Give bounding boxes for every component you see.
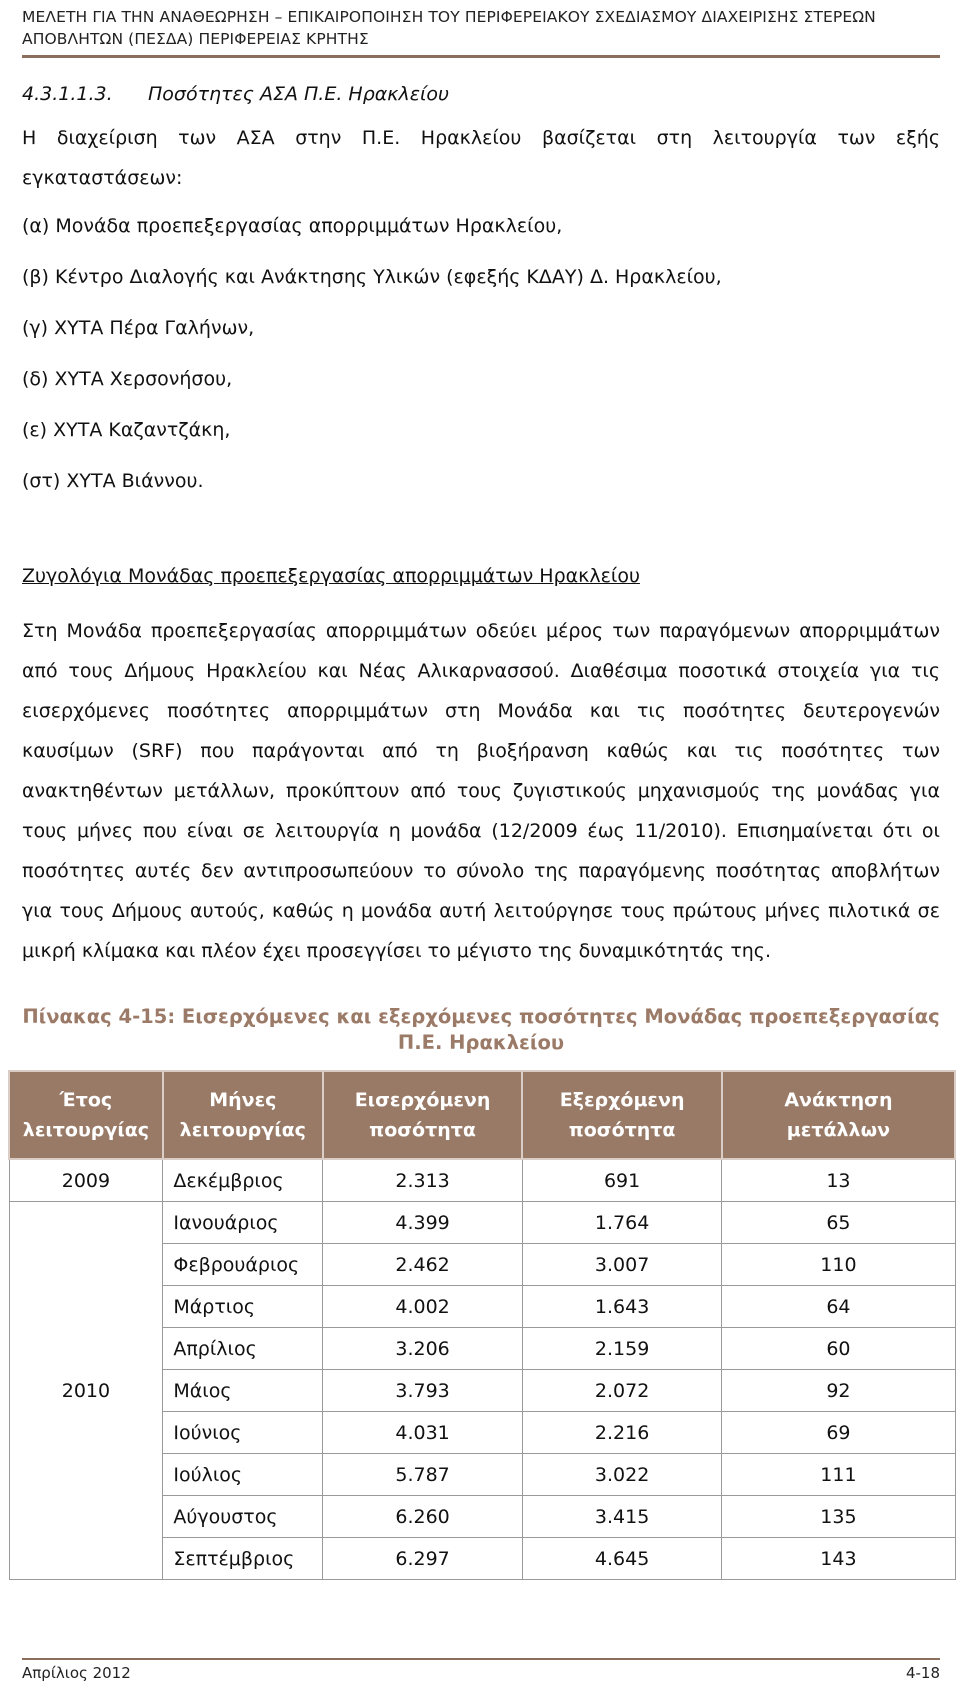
table-caption [22, 1004, 940, 1056]
facility-item: (β) Κέντρο Διαλογής και Ανάκτησης Υλικών (εφεξής ΚΔΑΥ) Δ. Ηρακλείου, [22, 266, 722, 288]
outgoing-cell: 2.159 [522, 1328, 722, 1370]
section-heading [22, 83, 449, 105]
month-cell: Φεβρουάριος [163, 1244, 323, 1286]
incoming-cell: 4.002 [323, 1286, 523, 1328]
facility-item: (δ) ΧΥΤΑ Χερσονήσου, [22, 368, 233, 390]
year-cell: 2009 [9, 1159, 163, 1202]
header-cell: Μήνες λειτουργίας [163, 1071, 323, 1159]
outgoing-cell: 3.415 [522, 1496, 722, 1538]
incoming-cell: 5.787 [323, 1454, 523, 1496]
header-cell: Έτος λειτουργίας [9, 1071, 163, 1159]
header-cell: Ανάκτηση μετάλλων [722, 1071, 955, 1159]
metals-cell: 64 [722, 1286, 955, 1328]
month-cell: Απρίλιος [163, 1328, 323, 1370]
table-header-row [9, 1071, 955, 1159]
metals-cell: 92 [722, 1370, 955, 1412]
intro-paragraph: Η διαχείριση των ΑΣΑ στην Π.Ε. Ηρακλείου βασίζεται στη λειτουργία των εξής εγκαταστάσεων: [22, 127, 940, 189]
incoming-cell: 3.793 [323, 1370, 523, 1412]
document-header [22, 6, 942, 50]
header-rule [22, 55, 940, 58]
header-cell: Εισερχόμενη ποσότητα [323, 1071, 523, 1159]
outgoing-cell: 3.022 [522, 1454, 722, 1496]
outgoing-cell: 3.007 [522, 1244, 722, 1286]
month-cell: Αύγουστος [163, 1496, 323, 1538]
metals-cell: 111 [722, 1454, 955, 1496]
table-row [9, 1159, 955, 1202]
outgoing-cell: 691 [522, 1159, 722, 1202]
metals-cell: 65 [722, 1202, 955, 1244]
month-cell: Ιούνιος [163, 1412, 323, 1454]
table-caption-line-1: Πίνακας 4-15: Εισερχόμενες και εξερχόμενες ποσότητες Μονάδας προεπεξεργασίας [22, 1005, 940, 1028]
metals-cell: 143 [722, 1538, 955, 1580]
quantities-table [8, 1070, 956, 1580]
outgoing-cell: 2.072 [522, 1370, 722, 1412]
outgoing-cell: 1.643 [522, 1286, 722, 1328]
month-cell: Μάρτιος [163, 1286, 323, 1328]
page-number: 4-18 [905, 1664, 940, 1682]
metals-cell: 135 [722, 1496, 955, 1538]
incoming-cell: 4.399 [323, 1202, 523, 1244]
footer-date: Απρίλιος 2012 [22, 1664, 131, 1682]
table-caption-line-2: Π.Ε. Ηρακλείου [397, 1031, 565, 1054]
facility-item: (στ) ΧΥΤΑ Βιάννου. [22, 470, 204, 492]
year-cell: 2010 [9, 1202, 163, 1580]
incoming-cell: 2.313 [323, 1159, 523, 1202]
body-paragraph: Στη Μονάδα προεπεξεργασίας απορριμμάτων οδεύει μέρος των παραγόμενων απορριμμάτων από τους Δήμους Ηρακλείου και Νέας Αλικαρνασσού. Διαθέσιμα ποσοτικά στοιχεία για τις εισερχόμενες ποσότητες απορριμμάτων στη Μονάδα και τις ποσότητες δευτερογενών καυσίμων (SRF) που παράγονται από τη βιοξήρανση καθώς και τις ποσότητες των ανακτηθέντων μετάλλων, προκύπτουν από τους ζυγιστικούς μηχανισμούς της μονάδας για τους μήνες που είναι σε λειτουργία η μονάδα (12/2009 έως 11/2010). Επισημαίνεται ότι οι ποσότητες αυτές δεν αντιπροσωπεύουν το σύνολο της παραγόμενης ποσότητας αποβλήτων για τους Δήμους αυτούς, καθώς η μονάδα αυτή λειτούργησε τους πρώτους μήνες πιλοτικά σε μικρή κλίμακα και πλέον έχει προσεγγίσει το μέγιστο της δυναμικότητάς της. [22, 620, 940, 962]
header-cell: Εξερχόμενη ποσότητα [522, 1071, 722, 1159]
metals-cell: 110 [722, 1244, 955, 1286]
incoming-cell: 6.297 [323, 1538, 523, 1580]
metals-cell: 69 [722, 1412, 955, 1454]
month-cell: Μάιος [163, 1370, 323, 1412]
outgoing-cell: 4.645 [522, 1538, 722, 1580]
facility-item: (γ) ΧΥΤΑ Πέρα Γαλήνων, [22, 317, 255, 339]
month-cell: Ιανουάριος [163, 1202, 323, 1244]
incoming-cell: 2.462 [323, 1244, 523, 1286]
metals-cell: 60 [722, 1328, 955, 1370]
subheading: Ζυγολόγια Μονάδας προεπεξεργασίας απορριμμάτων Ηρακλείου [22, 565, 640, 587]
facility-item: (α) Μονάδα προεπεξεργασίας απορριμμάτων Ηρακλείου, [22, 215, 563, 237]
table-row [9, 1202, 955, 1244]
footer-rule [22, 1658, 940, 1660]
header-line-1: ΜΕΛΕΤΗ ΓΙΑ ΤΗΝ ΑΝΑΘΕΩΡΗΣΗ – ΕΠΙΚΑΙΡΟΠΟΙΗΣΗ ΤΟΥ ΠΕΡΙΦΕΡΕΙΑΚΟΥ ΣΧΕΔΙΑΣΜΟΥ ΔΙΑΧΕΙΡΙΣΗΣ ΣΤΕΡΕΩΝ [22, 8, 876, 26]
facility-item: (ε) ΧΥΤΑ Καζαντζάκη, [22, 419, 231, 441]
incoming-cell: 3.206 [323, 1328, 523, 1370]
month-cell: Σεπτέμβριος [163, 1538, 323, 1580]
section-number: 4.3.1.1.3. [22, 83, 113, 105]
month-cell: Ιούλιος [163, 1454, 323, 1496]
metals-cell: 13 [722, 1159, 955, 1202]
incoming-cell: 6.260 [323, 1496, 523, 1538]
incoming-cell: 4.031 [323, 1412, 523, 1454]
section-title: Ποσότητες ΑΣΑ Π.Ε. Ηρακλείου [148, 83, 450, 105]
header-line-2: ΑΠΟΒΛΗΤΩΝ (ΠΕΣΔΑ) ΠΕΡΙΦΕΡΕΙΑΣ ΚΡΗΤΗΣ [22, 30, 369, 48]
outgoing-cell: 1.764 [522, 1202, 722, 1244]
month-cell: Δεκέμβριος [163, 1159, 323, 1202]
outgoing-cell: 2.216 [522, 1412, 722, 1454]
